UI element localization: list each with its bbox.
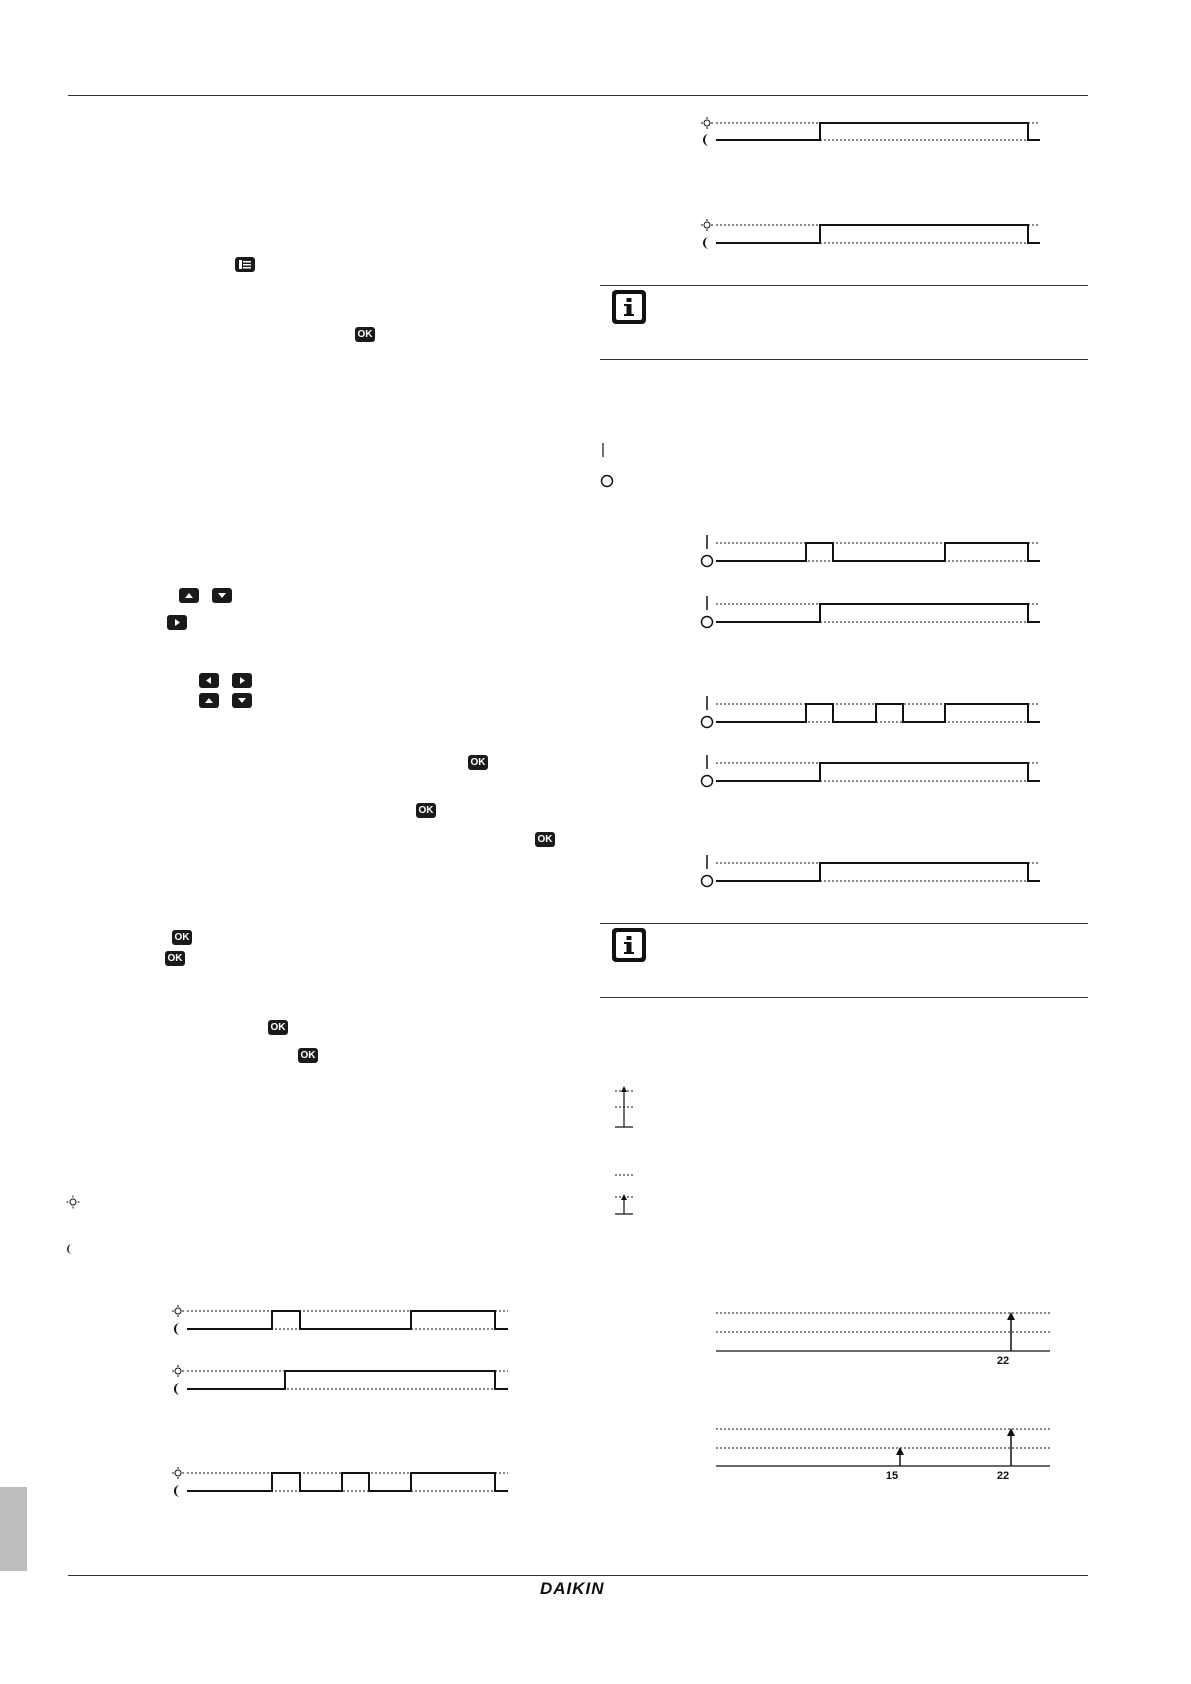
ok-button-icon: OK bbox=[535, 832, 555, 847]
off-circle-icon bbox=[702, 556, 713, 567]
ok-button-icon: OK bbox=[416, 803, 436, 818]
ok-button-icon: OK bbox=[165, 951, 185, 966]
sun-comfort-icon bbox=[701, 219, 713, 231]
sun-comfort-icon bbox=[701, 117, 713, 129]
sun-comfort-icon bbox=[172, 1467, 184, 1479]
moon-eco-icon bbox=[174, 1383, 180, 1395]
off-circle-icon bbox=[702, 717, 713, 728]
schedule-step-line bbox=[716, 604, 1040, 622]
timeline-tick-label: 15 bbox=[885, 1470, 899, 1482]
schedule-step-line bbox=[716, 704, 1040, 722]
ok-button-icon: OK bbox=[355, 327, 375, 342]
moon-eco-icon bbox=[703, 237, 709, 249]
schedule-step-line bbox=[716, 763, 1040, 781]
schedule-step-line bbox=[187, 1473, 508, 1491]
off-circle-icon bbox=[702, 617, 713, 628]
moon-eco-icon bbox=[174, 1323, 180, 1335]
ok-button-icon: OK bbox=[298, 1048, 318, 1063]
timeline-tick-label: 22 bbox=[996, 1470, 1010, 1482]
schedule-step-line bbox=[716, 123, 1040, 140]
schedule-step-line bbox=[716, 543, 1040, 561]
ok-button-icon: OK bbox=[268, 1020, 288, 1035]
off-circle-icon bbox=[702, 876, 713, 887]
moon-eco-icon bbox=[703, 134, 709, 146]
sun-comfort-icon bbox=[172, 1305, 184, 1317]
sun-comfort-icon bbox=[172, 1365, 184, 1377]
schedule-step-line bbox=[187, 1311, 508, 1329]
schedule-step-line bbox=[187, 1371, 508, 1389]
off-circle-icon bbox=[702, 776, 713, 787]
schedule-step-line bbox=[716, 225, 1040, 243]
ok-button-icon: OK bbox=[172, 930, 192, 945]
moon-eco-icon bbox=[174, 1485, 180, 1497]
daikin-logo: DAIKIN bbox=[540, 1579, 605, 1598]
timeline-tick-label: 22 bbox=[996, 1355, 1010, 1367]
ok-button-icon: OK bbox=[468, 755, 488, 770]
schedule-step-line bbox=[716, 863, 1040, 881]
